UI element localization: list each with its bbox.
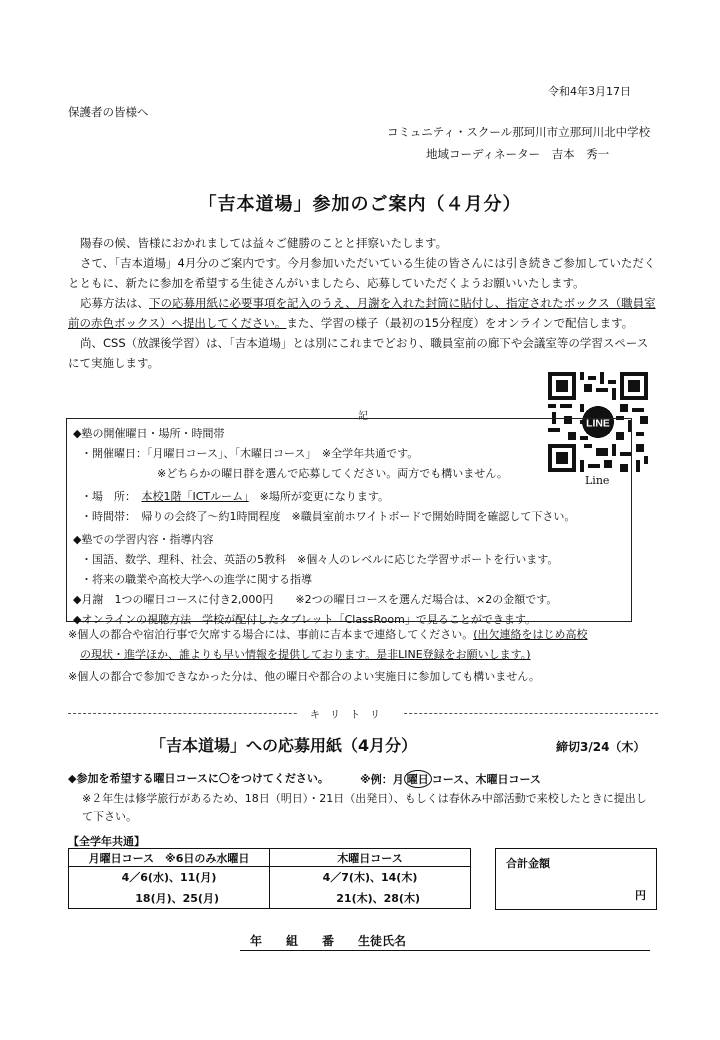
total-amount-box[interactable] bbox=[495, 848, 657, 910]
online-viewing-line: ◆オンラインの視聴方法 学校が配付したタブレット「ClassRoom」で見ることができます。 bbox=[73, 613, 536, 626]
line-logo-text: LINE bbox=[586, 418, 610, 430]
fee-line: ◆月謝 1つの曜日コースに付き2,000円 ※2つの曜日コースを選んだ場合は、×2の金額です。 bbox=[73, 593, 558, 606]
venue-room: 本校1階「ICTルーム」 bbox=[141, 490, 249, 503]
addressee: 保護者の皆様へ bbox=[68, 105, 149, 119]
schedule-table bbox=[68, 848, 471, 909]
venue-line bbox=[81, 488, 389, 504]
document-date: 令和4年3月17日 bbox=[548, 85, 631, 98]
signature-line[interactable] bbox=[240, 950, 650, 951]
intro-paragraph-4: 尚、CSS（放課後学習）は、「吉本道場」とは別にこれまでどおり、職員室前の廊下や会議室等の学習スペースにて実施します。 bbox=[68, 336, 649, 370]
online-stream-note: また、学習の様子（最初の15分程度）をオンラインで配信します。 bbox=[286, 316, 634, 330]
line-registration-note bbox=[80, 646, 531, 662]
all-grades-label: 【全学年共通】 bbox=[68, 835, 145, 848]
cut-label: キリトリ bbox=[298, 706, 402, 721]
venue-label: ・場 所： bbox=[81, 490, 131, 503]
yen-unit: 円 bbox=[635, 889, 646, 902]
student-signature-label: 年 組 番 生徒氏名 bbox=[250, 934, 407, 948]
career-guidance-line: ・将来の職業や高校大学への進学に関する指導 bbox=[81, 573, 312, 586]
details-box bbox=[66, 418, 632, 626]
intro-paragraph-3 bbox=[68, 293, 658, 333]
course-choice-note: ※どちらかの曜日群を選んで応募してください。両方でも構いません。 bbox=[157, 467, 508, 480]
example-circled: 曜日 bbox=[404, 770, 432, 788]
deadline: 締切3/24（木） bbox=[556, 740, 646, 754]
example-prefix: ※例：月 bbox=[360, 773, 404, 786]
thursday-dates-2[interactable]: 21(木)、28(木) bbox=[270, 888, 471, 909]
form-title: 「吉本道場」への応募用紙（4月分） bbox=[150, 736, 418, 755]
absence-note-text: ※個人の都合や宿泊行事で欠席する場合には、事前に吉本まで連絡してください。 bbox=[68, 628, 474, 641]
form-instruction: ◆参加を希望する曜日コースに〇をつけてください。 bbox=[68, 772, 329, 785]
makeup-note: ※個人の都合で参加できなかった分は、他の曜日や都合のよい実施日に参加しても構いません。 bbox=[68, 670, 540, 683]
organization: コミュニティ・スクール那珂川市立那珂川北中学校 bbox=[387, 125, 651, 139]
line-registration-note-2: の現状・進学ほか、誰よりも早い情報を提供しております。是非LINE登録をお願いします。) bbox=[80, 648, 531, 661]
content-heading: ◆塾での学習内容・指導内容 bbox=[73, 533, 214, 546]
time-line: ・時間帯： 帰りの会終了～約1時間程度 ※職員室前ホワイトボードで開始時間を確認して下さい。 bbox=[81, 510, 576, 523]
qr-label: Line bbox=[585, 474, 610, 487]
intro-greeting: 陽春の候、皆様におかれましては益々ご健勝のことと拝察いたします。 bbox=[80, 236, 448, 250]
monday-dates-1[interactable]: 4／6(水)、11(月) bbox=[69, 867, 270, 888]
page-title: 「吉本道場」参加のご案内（４月分） bbox=[198, 194, 522, 215]
ki-heading: 記 bbox=[358, 411, 368, 422]
apply-method-lead: 応募方法は、 bbox=[80, 296, 149, 310]
venue-change-note: ※場所が変更になります。 bbox=[259, 490, 389, 503]
absence-note bbox=[68, 626, 588, 642]
coordinator: 地域コーディネーター 吉本 秀一 bbox=[426, 147, 610, 161]
monday-course-header: 月曜日コース ※6日のみ水曜日 bbox=[69, 849, 270, 867]
monday-dates-2[interactable]: 18(月)、25(月) bbox=[69, 888, 270, 909]
total-amount-label: 合計金額 bbox=[506, 857, 550, 870]
thursday-dates-1[interactable]: 4／7(木)、14(木) bbox=[270, 867, 471, 888]
schedule-heading: ◆塾の開催曜日・場所・時間帯 bbox=[73, 427, 225, 440]
second-year-note: ※２年生は修学旅行があるため、18日（明日）・21日（出発日）、もしくは春休み中部活動で来校したときに提出して下さい。 bbox=[82, 792, 647, 823]
thursday-course-header: 木曜日コース bbox=[270, 849, 471, 867]
form-example bbox=[360, 770, 541, 788]
intro-paragraph-2: さて、「吉本道場」4月分のご案内です。今月参加いただいている生徒の皆さんには引き続きご参加していただくとともに、新たに参加を希望する生徒さんがいましたら、応募していただくようお願いいたします。 bbox=[68, 256, 656, 290]
subjects-line: ・国語、数学、理科、社会、英語の5教科 ※個々人のレベルに応じた学習サポートを行います。 bbox=[81, 553, 559, 566]
line-registration-note-1: (出欠連絡をはじめ高校 bbox=[473, 628, 588, 641]
apply-method-underlined: 下の応募用紙に必要事項を記入のうえ、月謝を入れた封筒に貼付し、指定されたボックス（職員室前の赤色ボックス）へ提出してください。 bbox=[68, 296, 656, 330]
example-suffix: コース、木曜日コース bbox=[431, 773, 541, 786]
course-days: ・開催曜日：「月曜日コース」、「木曜日コース」 ※全学年共通です。 bbox=[81, 447, 419, 460]
